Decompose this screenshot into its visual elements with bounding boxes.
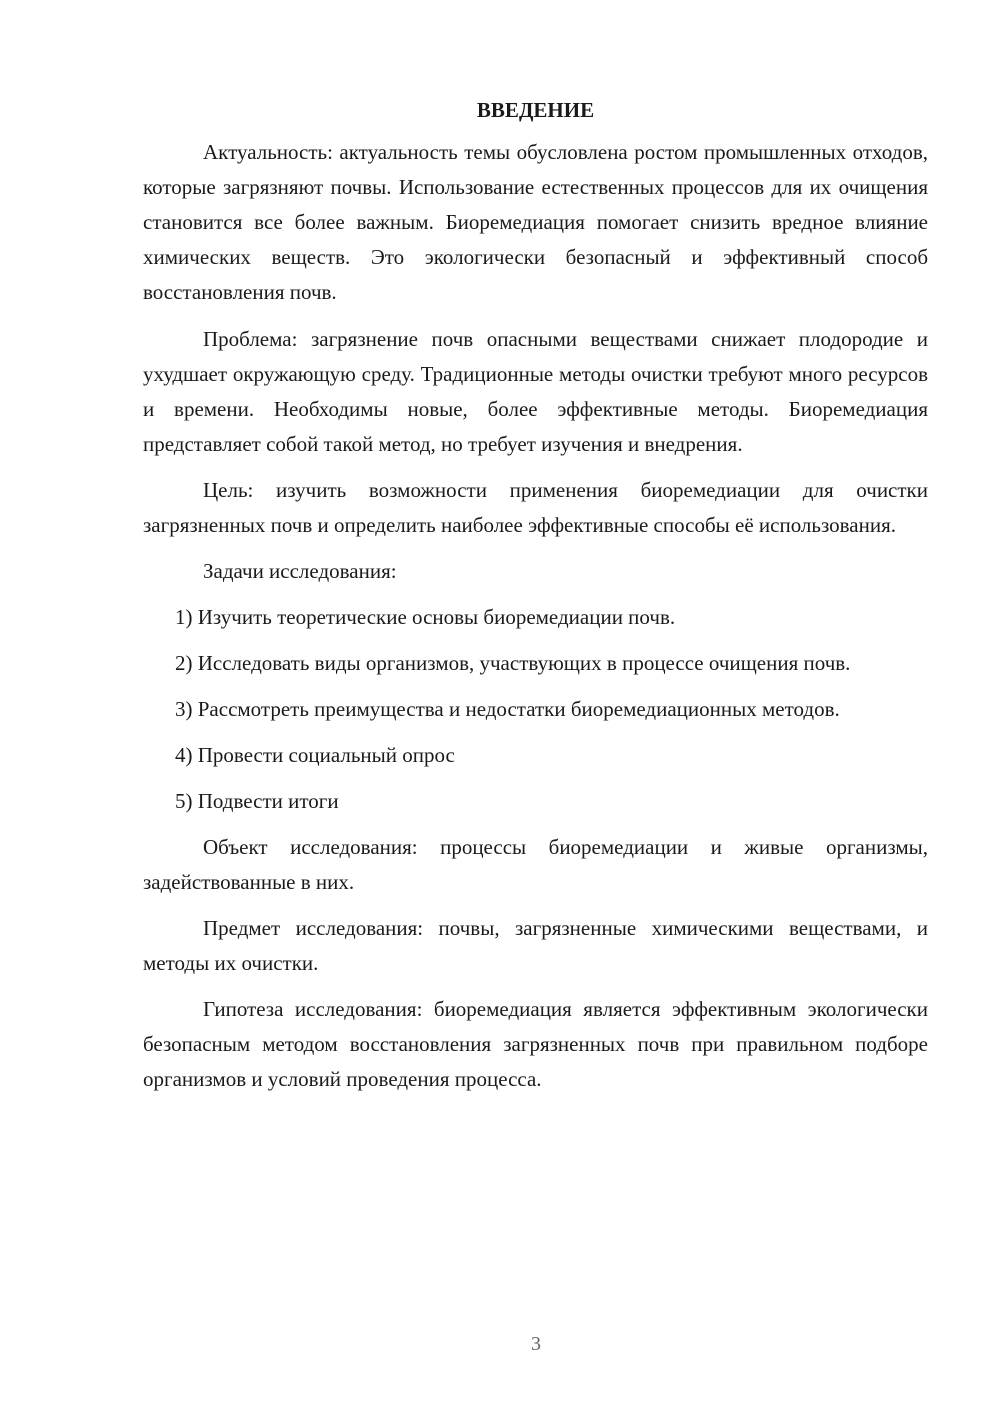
tasks-list: [143, 600, 928, 819]
page-number: 3: [531, 1333, 541, 1355]
relevance-paragraph: Актуальность: актуальность темы обусловлена ростом промышленных отходов, которые загрязняют почвы. Использование естественных процессов для их очищения становится все более важным. Биоремедиация помогает снизить вредное влияние химических веществ. Это экологически безопасный и эффективный способ восстановления почв.: [143, 140, 928, 304]
problem-paragraph: Проблема: загрязнение почв опасными веществами снижает плодородие и ухудшает окружающую среду. Традиционные методы очистки требуют много ресурсов и времени. Необходимы новые, более эффективные методы. Биоремедиация представляет собой такой метод, но требует изучения и внедрения.: [143, 327, 928, 456]
section-title: ВВЕДЕНИЕ: [476, 98, 595, 122]
task-item-5: 5) Подвести итоги: [175, 789, 339, 813]
object-paragraph: Объект исследования: процессы биоремедиации и живые организмы, задействованные в них.: [143, 835, 928, 894]
tasks-label: Задачи исследования:: [203, 559, 397, 583]
document-page: [143, 95, 928, 1108]
task-item-2: 2) Исследовать виды организмов, участвующих в процессе очищения почв.: [175, 651, 851, 675]
goal-paragraph: Цель: изучить возможности применения биоремедиации для очистки загрязненных почв и определить наиболее эффективные способы её использования.: [143, 478, 928, 537]
task-item-4: 4) Провести социальный опрос: [175, 743, 455, 767]
subject-paragraph: Предмет исследования: почвы, загрязненные химическими веществами, и методы их очистки.: [143, 916, 928, 975]
hypothesis-paragraph: Гипотеза исследования: биоремедиация является эффективным экологически безопасным методом восстановления загрязненных почв при правильном подборе организмов и условий проведения процесса.: [143, 997, 928, 1091]
task-item-1: 1) Изучить теоретические основы биоремедиации почв.: [175, 605, 676, 629]
task-item-3: 3) Рассмотреть преимущества и недостатки биоремедиационных методов.: [175, 697, 840, 721]
